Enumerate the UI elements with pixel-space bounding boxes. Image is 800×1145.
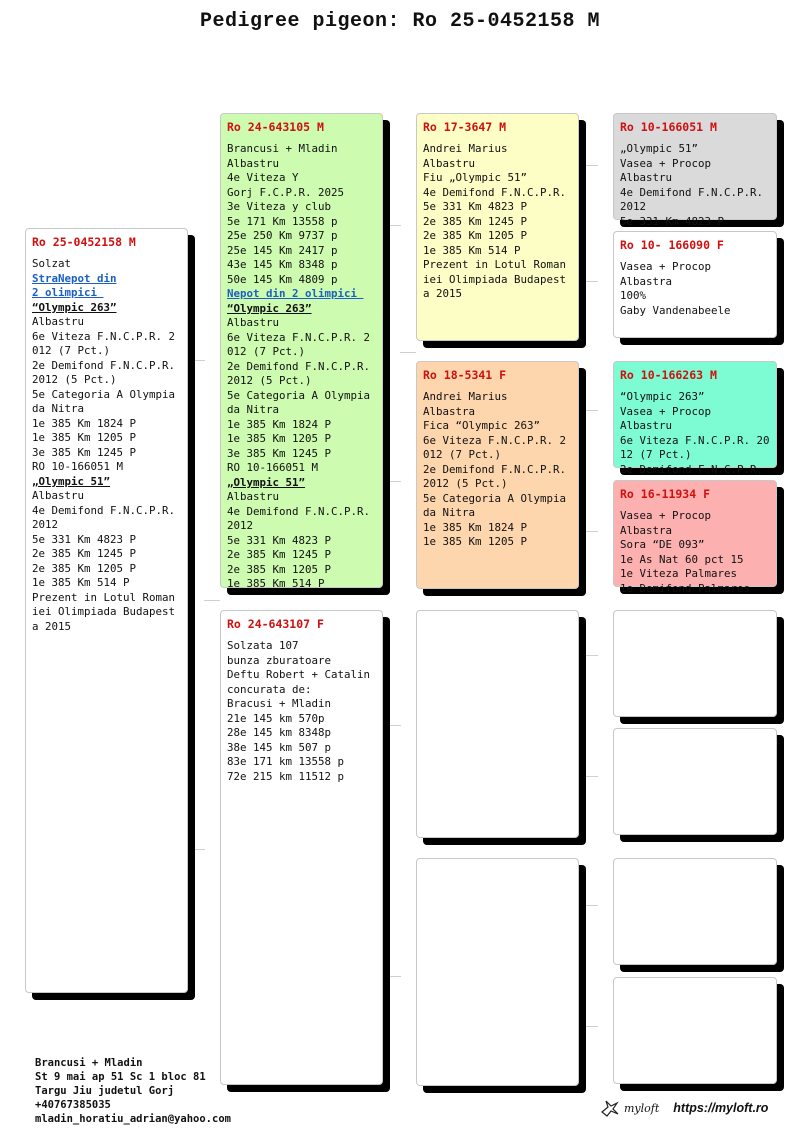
pedigree-line: Gaby Vandenabeele <box>620 303 731 317</box>
pedigree-line: 5e Categoria A Olympiada Nitra <box>32 387 176 415</box>
connector-line <box>400 352 416 353</box>
pedigree-line: 1e 385 Km 1824 P <box>423 520 528 534</box>
pedigree-line: 1e Demifond Palmares <box>620 581 751 595</box>
pedigree-line: Fica “Olympic 263” <box>423 419 541 432</box>
pigeon-card-empty[interactable] <box>613 977 777 1084</box>
pigeon-card-ss-sire[interactable] <box>613 113 777 228</box>
pedigree-line: Vasea + Procop <box>620 156 712 170</box>
pedigree-line: 1e 385 Km 1205 P <box>227 432 332 445</box>
pigeon-icon <box>600 1098 620 1118</box>
pedigree-line: 5e 331 Km 4823 P <box>423 200 528 213</box>
pedigree-line: Solzata 107 <box>227 639 299 652</box>
pigeon-card-dam[interactable] <box>220 610 383 1085</box>
pedigree-line: 2e 385 Km 1205 P <box>227 562 332 576</box>
pedigree-line: Albastru <box>32 315 85 328</box>
page-title: Pedigree pigeon: Ro 25-0452158 M <box>199 10 601 33</box>
brand-url-link[interactable]: https://myloft.ro <box>673 1101 769 1115</box>
ring-number: Ro 24-643107 F <box>227 617 324 631</box>
pedigree-line: Albastru <box>32 489 85 502</box>
connector-line <box>204 600 220 601</box>
breeder-contact <box>35 1056 231 1126</box>
connector-line <box>385 225 401 482</box>
pedigree-line: Albastru <box>227 156 280 170</box>
ring-number: Ro 10- 166090 F <box>620 238 724 252</box>
pedigree-line: Andrei Marius <box>423 390 508 403</box>
pedigree-line: 4e Demifond F.N.C.P.R. 2012 <box>32 503 182 531</box>
pedigree-line: 2e 385 Km 1205 P <box>423 229 528 242</box>
pedigree-line: Brancusi + Mladin <box>227 142 338 155</box>
pedigree-line: 4e Demifond F.N.C.P.R. 2012 <box>620 185 770 213</box>
pedigree-line: 1e 385 Km 1205 P <box>423 535 528 548</box>
pedigree-line: Albastru <box>227 316 280 329</box>
pedigree-line: Solzat <box>32 257 72 270</box>
pedigree-line: Albastru <box>227 490 280 503</box>
pedigree-line: 3e 385 Km 1245 P <box>227 446 332 460</box>
pedigree-line: Albastra <box>620 523 673 537</box>
ring-number: Ro 18-5341 F <box>423 368 507 382</box>
pedigree-line: 38e 145 km 507 p <box>227 740 332 754</box>
pedigree-line: „Olympic 51” <box>620 142 699 155</box>
pedigree-line: 6e Viteza F.N.C.P.R. 2012 (7 Pct.) <box>227 330 371 358</box>
pedigree-line: 1e 385 Km 514 P <box>423 243 521 257</box>
pigeon-card-sd-dam[interactable] <box>613 480 777 595</box>
pedigree-line: Andrei Marius <box>423 142 508 155</box>
pedigree-line: 2e 385 Km 1205 P <box>32 561 137 575</box>
pedigree-line: 1e 385 Km 514 P <box>32 576 130 589</box>
pedigree-line: 2e 385 Km 1245 P <box>423 214 528 228</box>
pedigree-line: 1e 385 Km 1205 P <box>32 431 137 444</box>
pedigree-line: 2e Demifond F.N.C.P.R. 2012 (5 Pct.) <box>227 359 377 387</box>
pedigree-line: RO 10-166051 M <box>32 460 124 473</box>
pedigree-line: 3e Viteza y club <box>227 200 332 213</box>
breeder-email[interactable]: mladin_horatiu_adrian@yahoo.com <box>35 1113 231 1125</box>
pigeon-card-sire-dam[interactable] <box>416 361 579 589</box>
pedigree-line: “Olympic 263” <box>32 300 117 314</box>
ring-number: Ro 24-643105 M <box>227 120 324 134</box>
pedigree-line: 4e Demifond F.N.C.P.R. 2012 <box>227 504 377 532</box>
pedigree-line: 21e 145 km 570p <box>227 711 325 725</box>
pedigree-line: RO 10-166051 M <box>227 461 319 474</box>
pedigree-line: Vasea + Procop <box>620 260 712 273</box>
brand-logo-text: myloft <box>624 1101 660 1115</box>
pedigree-line: “Olympic 263” <box>227 301 312 315</box>
pigeon-card-empty[interactable] <box>613 728 777 835</box>
pedigree-line: Albastru <box>423 156 476 170</box>
pedigree-line: 5e 171 Km 13558 p <box>227 214 338 228</box>
pedigree-line: 5e 331 Km 4823 P <box>32 532 137 546</box>
pedigree-line: Prezent in Lotul Romaniei Olimpiada Budapesta 2015 <box>423 258 567 300</box>
breeder-address: St 9 mai ap 51 Sc 1 bloc 81 <box>35 1071 206 1083</box>
pigeon-card-dam-dam[interactable] <box>416 858 579 1086</box>
pedigree-line: 3e 385 Km 1245 P <box>32 445 137 459</box>
pedigree-line: 6e Viteza F.N.C.P.R. 2012 (7 Pct.) <box>32 329 176 357</box>
ring-number: Ro 10-166263 M <box>620 368 717 382</box>
breeder-name: Brancusi + Mladin <box>35 1057 143 1069</box>
pedigree-line: 25e 145 Km 2417 p <box>227 243 338 257</box>
pedigree-line: 83e 171 km 13558 p <box>227 755 345 768</box>
connector-line <box>385 725 401 977</box>
pedigree-line: 4e Viteza Y <box>227 171 299 184</box>
pedigree-line: 4e Demifond F.N.C.P.R. <box>423 185 567 199</box>
pedigree-line: 1e Viteza Palmares <box>620 567 738 580</box>
pedigree-line: 1e 385 Km 1824 P <box>227 417 332 431</box>
pedigree-line: “Olympic 263” <box>620 390 705 403</box>
pedigree-line: Albastra <box>620 274 673 288</box>
pedigree-line: 72e 215 km 11512 p <box>227 769 345 783</box>
pedigree-line: 50e 145 Km 4809 p <box>227 272 338 286</box>
pedigree-link[interactable]: 2 olimpici <box>32 286 104 299</box>
pedigree-line: Deftu Robert + Catalin <box>227 668 371 681</box>
pedigree-line: Albastru <box>620 171 673 184</box>
ring-number: Ro 25-0452158 M <box>32 235 136 249</box>
pigeon-card-dam-sire[interactable] <box>416 610 579 838</box>
pedigree-line: 1e 385 Km 514 P <box>227 577 325 590</box>
pigeon-card-sire-sire[interactable] <box>416 113 579 341</box>
pedigree-line: 43e 145 Km 8348 p <box>227 258 338 271</box>
pigeon-card-ss-dam[interactable] <box>613 231 777 338</box>
pedigree-line: Albastru <box>620 419 673 432</box>
pedigree-line: 2e 385 Km 1245 P <box>227 548 332 561</box>
pedigree-line: 6e Viteza F.N.C.P.R. 2012 (7 Pct.) <box>423 433 567 461</box>
pedigree-line: Fiu „Olympic 51” <box>423 171 528 184</box>
connector-line <box>581 655 598 777</box>
connector-line <box>581 410 598 532</box>
pedigree-line: 25e 250 Km 9737 p <box>227 229 338 242</box>
pedigree-line: Sora “DE 093” <box>620 538 705 551</box>
pedigree-line: bunza zburatoare <box>227 653 332 667</box>
connector-line <box>188 360 205 850</box>
pedigree-line: 1e As Nat 60 pct 15 <box>620 552 744 566</box>
pedigree-line: Bracusi + Mladin <box>227 697 332 710</box>
pigeon-card-empty[interactable] <box>613 858 777 965</box>
pedigree-line: 2e 385 Km 1245 P <box>32 547 137 560</box>
ring-number: Ro 17-3647 M <box>423 120 507 134</box>
connector-line <box>581 165 598 282</box>
myloft-brand[interactable] <box>600 1095 785 1121</box>
ring-number: Ro 10-166051 M <box>620 120 717 134</box>
pigeon-card-subject[interactable] <box>25 228 188 993</box>
pedigree-line: 2e Demifond F.N.C.P.R. 2012 (5 Pct.) <box>423 462 573 490</box>
pedigree-line: „Olympic 51” <box>227 475 306 489</box>
pedigree-line: Albastra <box>423 404 476 418</box>
pedigree-line: „Olympic 51” <box>32 474 111 488</box>
pedigree-link[interactable]: StraNepot din <box>32 271 117 285</box>
pedigree-line: 5e Categoria A Olympiada Nitra <box>227 388 371 416</box>
pedigree-line: 2e Demifond F.N.C.P.R. 2012 (5 Pct.) <box>32 358 182 386</box>
pedigree-line: 2e Demifond F.N.C.P.R. <box>620 462 764 476</box>
pedigree-line: Vasea + Procop <box>620 509 712 522</box>
pedigree-line: 5e 331 Km 4823 P <box>620 214 725 228</box>
connector-line <box>581 905 598 1027</box>
pigeon-card-sd-sire[interactable] <box>613 361 777 476</box>
pedigree-line: 1e 385 Km 1824 P <box>32 416 137 430</box>
pedigree-line: 5e Categoria A Olympiada Nitra <box>423 491 567 519</box>
breeder-phone: +40767385035 <box>35 1099 111 1111</box>
pedigree-line: Gorj F.C.P.R. 2025 <box>227 185 345 199</box>
pigeon-card-empty[interactable] <box>613 610 777 717</box>
pedigree-line: Prezent in Lotul Romaniei Olimpiada Budapesta 2015 <box>32 590 176 633</box>
pedigree-line: 28e 145 km 8348p <box>227 726 332 739</box>
ring-number: Ro 16-11934 F <box>620 487 711 501</box>
pedigree-line: Vasea + Procop <box>620 404 712 418</box>
pedigree-link[interactable]: Nepot din 2 olimpici <box>227 287 364 300</box>
pigeon-card-sire[interactable] <box>220 113 383 588</box>
breeder-city: Targu Jiu judetul Gorj <box>35 1085 175 1097</box>
pedigree-line: 5e 331 Km 4823 P <box>227 533 332 547</box>
pedigree-line: 100% <box>620 289 647 302</box>
pedigree-line: 6e Viteza F.N.C.P.R. 2012 (7 Pct.) <box>620 433 770 461</box>
pedigree-line: concurata de: <box>227 682 312 696</box>
